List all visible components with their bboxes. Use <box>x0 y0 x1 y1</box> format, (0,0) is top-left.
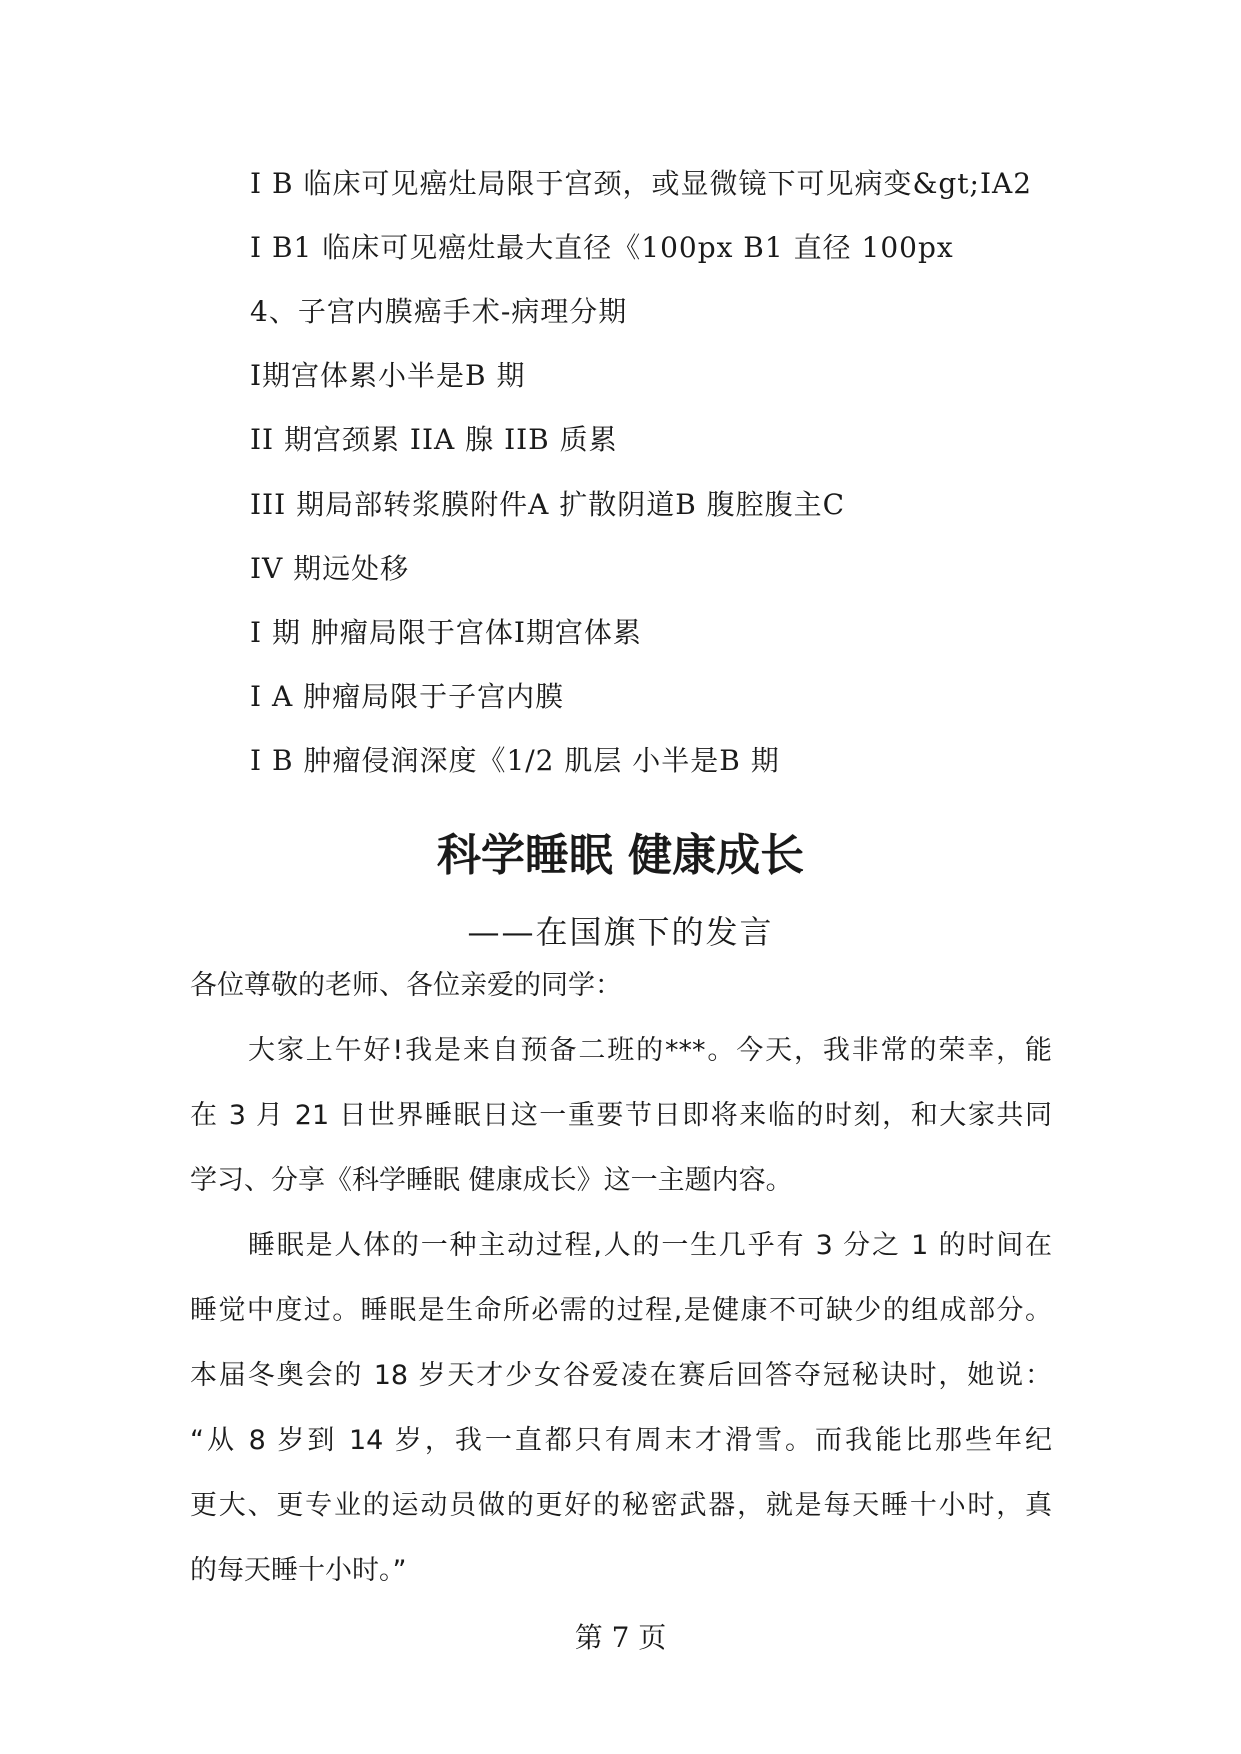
list-line: Ⅰ B 临床可见癌灶局限于宫颈，或显微镜下可见病变&gt;IA2 <box>250 167 1033 200</box>
list-line: Ⅰ A 肿瘤局限于子宫内膜 <box>250 680 565 713</box>
list-line: III 期局部转浆膜附件A 扩散阴道B 腹腔腹主C <box>250 488 846 521</box>
page-number: 第 7 页 <box>574 1621 667 1654</box>
list-line: Ⅰ 期 肿瘤局限于宫体Ⅰ期宫体累 <box>250 616 642 649</box>
list-line: IV 期远处移 <box>250 552 410 585</box>
list-line: Ⅰ B 肿瘤侵润深度《1/2 肌层 小半是B 期 <box>250 744 780 777</box>
paragraph-line: “从 8 岁到 14 岁，我一直都只有周末才滑雪。而我能比那些年纪 <box>190 1425 1052 1456</box>
paragraph-line: 大家上午好!我是来自预备二班的***。今天，我非常的荣幸，能 <box>248 1035 1052 1066</box>
salutation-line: 各位尊敬的老师、各位亲爱的同学： <box>190 970 622 1001</box>
list-line: 4、子宫内膜癌手术-病理分期 <box>250 295 628 328</box>
paragraph-line: 的每天睡十小时。” <box>190 1555 407 1586</box>
paragraph-line: 更大、更专业的运动员做的更好的秘密武器，就是每天睡十小时，真 <box>190 1490 1052 1521</box>
paragraph-line: 在 3 月 21 日世界睡眠日这一重要节日即将来临的时刻，和大家共同 <box>190 1100 1052 1131</box>
list-line: Ⅰ期宫体累小半是B 期 <box>250 359 526 392</box>
paragraph-line: 睡觉中度过。睡眠是生命所必需的过程,是健康不可缺少的组成部分。 <box>190 1295 1052 1326</box>
speech-title: 科学睡眠 健康成长 <box>436 830 805 881</box>
speech-subtitle: ——在国旗下的发言 <box>467 913 774 951</box>
paragraph-line: 睡眠是人体的一种主动过程,人的一生几乎有 3 分之 1 的时间在 <box>248 1230 1052 1261</box>
list-line: Ⅰ B1 临床可见癌灶最大直径《100px B1 直径 100px <box>250 231 954 264</box>
paragraph-line: 学习、分享《科学睡眠 健康成长》这一主题内容。 <box>190 1165 793 1196</box>
paragraph-line: 本届冬奥会的 18 岁天才少女谷爱凌在赛后回答夺冠秘诀时，她说： <box>190 1360 1052 1391</box>
list-line: II 期宫颈累 IIA 腺 IIB 质累 <box>250 423 618 456</box>
